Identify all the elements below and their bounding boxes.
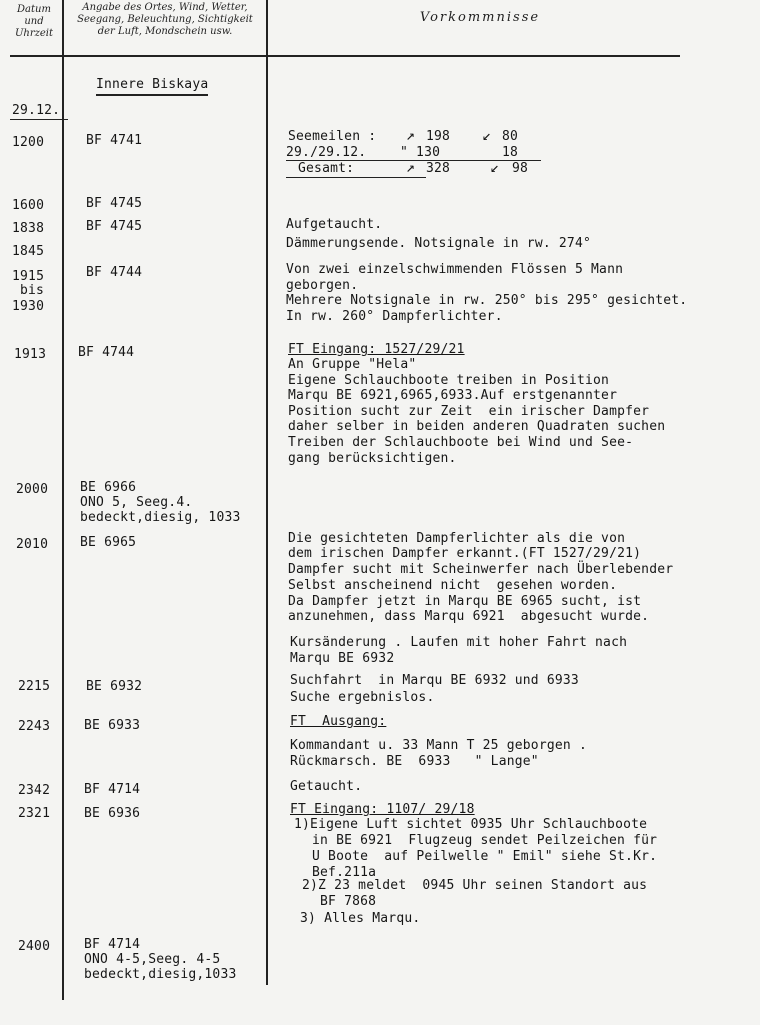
event-1915-line-1: Von zwei einzelschwimmenden Flössen 5 Mann [286, 262, 624, 277]
time-1930: 1930 [12, 299, 45, 314]
event-1915-line-2: geborgen. [286, 278, 359, 293]
time-2000: 2000 [16, 482, 49, 497]
arrow-ne-icon: ↗ [406, 126, 416, 144]
event-2010-line-2: dem irischen Dampfer erkannt.(FT 1527/29/21) [288, 546, 642, 561]
section-title: Innere Biskaya [96, 78, 208, 96]
sm-date-value-2: 18 [502, 145, 519, 160]
header-rule [10, 55, 680, 57]
ft-incoming-1913: FT Eingang: 1527/29/21 [288, 342, 465, 357]
event-1913-line-8: gang berücksichtigen. [288, 451, 457, 466]
time-1915: 1915 [12, 269, 45, 284]
position-2321: BE 6936 [84, 806, 141, 821]
event-1915-line-3: Mehrere Notsignale in rw. 250° bis 295° gesichtet. [286, 293, 688, 308]
entry-date: 29.12. [12, 103, 61, 118]
sm-value-1: 198 [426, 129, 451, 144]
column-divider-1 [62, 0, 64, 1000]
event-2321-line-4: U Boote auf Peilwelle " Emil" siehe St.Kr. [312, 849, 658, 864]
sm-date-label: 29./29.12. [286, 145, 367, 160]
column-divider-2 [266, 0, 268, 985]
weather-2000: ONO 5, Seeg.4. [80, 495, 193, 510]
position-2000: BE 6966 [80, 480, 137, 495]
position-2400: BF 4714 [84, 937, 141, 952]
event-2010-line-6: anzunehmen, dass Marqu 6921 abgesucht wurde. [288, 609, 650, 624]
time-1845: 1845 [12, 244, 45, 259]
total-label: Gesamt: [298, 161, 355, 176]
event-1913-line-7: Treiben der Schlauchboote bei Wind und See- [288, 435, 634, 450]
event-2321-line-5: Bef.211a [312, 865, 377, 880]
event-2010-line-3: Dampfer sucht mit Scheinwerfer nach Überlebender [288, 562, 674, 577]
event-2010-line-1: Die gesichteten Dampferlichter als die von [288, 531, 626, 546]
event-1913-line-4: Marqu BE 6921,6965,6933.Auf erstgenannter [288, 388, 618, 403]
time-2243: 2243 [18, 719, 51, 734]
time-1600: 1600 [12, 198, 45, 213]
time-bis: bis [20, 283, 45, 298]
time-2010: 2010 [16, 537, 49, 552]
position-2342: BF 4714 [84, 782, 141, 797]
time-2321: 2321 [18, 806, 51, 821]
event-2321-line-3: in BE 6921 Flugzeug sendet Peilzeichen für [312, 833, 658, 848]
position-1915: BF 4744 [86, 265, 143, 280]
ft-outgoing-2243: FT Ausgang: [290, 714, 387, 729]
sm-value-2: 80 [502, 129, 519, 144]
event-2243-line-2: Kommandant u. 33 Mann T 25 geborgen . [290, 738, 587, 753]
event-1913-line-2: An Gruppe "Hela" [288, 357, 417, 372]
event-1913-line-6: daher selber in beiden anderen Quadraten suchen [288, 419, 666, 434]
event-1838: Aufgetaucht. [286, 217, 383, 232]
position-1913: BF 4744 [78, 345, 135, 360]
event-2010-line-5: Da Dampfer jetzt in Marqu BE 6965 sucht, ist [288, 594, 642, 609]
time-1200: 1200 [12, 135, 45, 150]
visibility-2400: bedeckt,diesig,1033 [84, 967, 237, 982]
time-2342: 2342 [18, 783, 51, 798]
event-1913-line-3: Eigene Schlauchboote treiben in Position [288, 373, 610, 388]
total-value-1: 328 [426, 161, 451, 176]
event-2321-line-8: 3) Alles Marqu. [300, 911, 421, 926]
visibility-2000: bedeckt,diesig, 1033 [80, 510, 241, 525]
event-2321-line-2: 1)Eigene Luft sichtet 0935 Uhr Schlauchboote [294, 817, 648, 832]
header-place-weather: Angabe des Ortes, Wind, Wetter, Seegang, Beleuchtung, Sichtigkeit der Luft, Mondschein usw. [77, 2, 253, 37]
event-1845: Dämmerungsende. Notsignale in rw. 274° [286, 236, 592, 251]
arrow-ne-icon: ↗ [406, 158, 416, 176]
event-2010-line-7: Kursänderung . Laufen mit hoher Fahrt nach [290, 635, 628, 650]
sm-label: Seemeilen : [288, 129, 377, 144]
total-value-2: 98 [512, 161, 529, 176]
position-1200: BF 4741 [86, 133, 143, 148]
position-2243: BE 6933 [84, 718, 141, 733]
sm-date-value-1: " 130 [400, 145, 441, 160]
position-2215: BE 6932 [86, 679, 143, 694]
event-2010-line-4: Selbst anscheinend nicht gesehen worden. [288, 578, 618, 593]
header-date-time: Datum und Uhrzeit [14, 4, 54, 39]
event-2321-line-7: BF 7868 [320, 894, 377, 909]
event-2215-line-2: Suche ergebnislos. [290, 690, 435, 705]
ft-incoming-2321: FT Eingang: 1107/ 29/18 [290, 802, 475, 817]
time-2215: 2215 [18, 679, 51, 694]
event-2321-line-6: 2)Z 23 meldet 0945 Uhr seinen Standort aus [302, 878, 648, 893]
time-1838: 1838 [12, 221, 45, 236]
arrow-sw-icon: ↙ [482, 126, 492, 144]
event-1915-line-4: In rw. 260° Dampferlichter. [286, 309, 503, 324]
event-2243-line-3: Rückmarsch. BE 6933 " Lange" [290, 754, 539, 769]
event-2215-line-1: Suchfahrt in Marqu BE 6932 und 6933 [290, 673, 579, 688]
header-events: Vorkommnisse [419, 10, 541, 25]
event-2342: Getaucht. [290, 779, 363, 794]
position-2010: BE 6965 [80, 535, 137, 550]
time-1913: 1913 [14, 347, 47, 362]
event-2010-line-8: Marqu BE 6932 [290, 651, 395, 666]
weather-2400: ONO 4-5,Seeg. 4-5 [84, 952, 221, 967]
total-underline [286, 177, 426, 178]
time-2400: 2400 [18, 939, 51, 954]
position-1600: BF 4745 [86, 196, 143, 211]
date-rule [10, 119, 68, 120]
position-1838: BF 4745 [86, 219, 143, 234]
arrow-sw-icon: ↙ [490, 158, 500, 176]
event-1913-line-5: Position sucht zur Zeit ein irischer Dampfer [288, 404, 650, 419]
